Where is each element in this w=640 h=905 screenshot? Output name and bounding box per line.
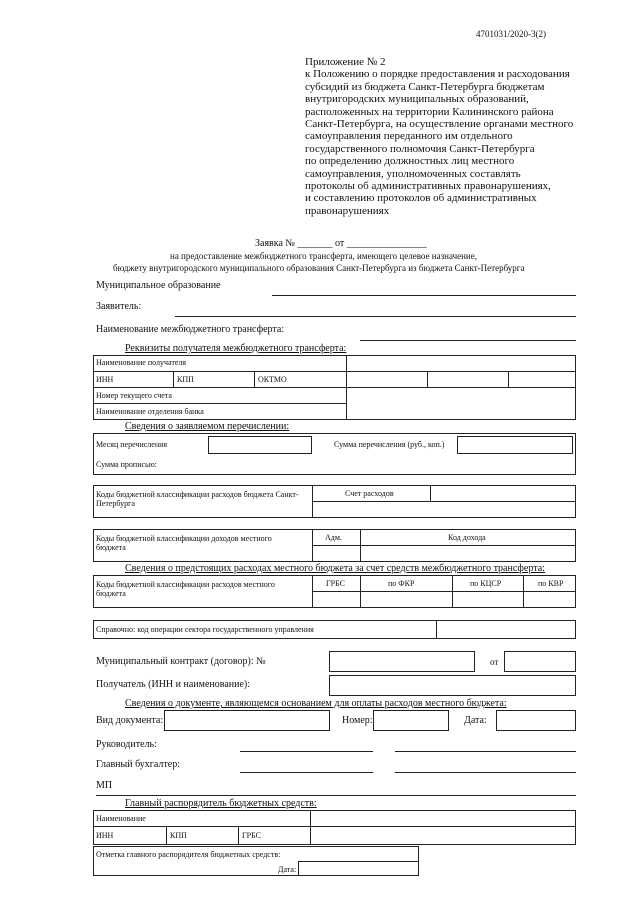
stamp-label: МП (96, 780, 113, 791)
recipient-bank-label: Наименование отделения банка (96, 407, 204, 416)
chief-date-field[interactable] (298, 861, 419, 876)
contract-label: Муниципальный контракт (договор): № (96, 656, 266, 667)
contract-date-field[interactable] (504, 651, 576, 672)
appendix-line: субсидий из бюджета Санкт-Петербурга бюджетам (305, 80, 545, 93)
accountant-name-line[interactable] (395, 772, 576, 773)
recipient-kpp-label: КПП (177, 375, 194, 384)
transfer-month-label: Месяц перечисления (96, 440, 168, 449)
contract-number-field[interactable] (329, 651, 475, 672)
chief-section-title: Главный распорядитель бюджетных средств: (125, 798, 317, 809)
recipient-oktmo-label: ОКТМО (258, 375, 287, 384)
doc-type-field[interactable] (164, 710, 330, 731)
doc-date-label: Дата: (464, 715, 487, 726)
chief-kpp-label: КПП (170, 831, 187, 840)
doc-number-field[interactable] (373, 710, 449, 731)
income-kbk-label: Коды бюджетной классификации доходов местного бюджета (96, 534, 272, 552)
recipient-account-label: Номер текущего счета (96, 391, 172, 400)
appendix-line: внутригородских муниципальных образований, (305, 93, 529, 106)
contract-from-label: от (490, 657, 499, 667)
municipality-line[interactable] (272, 295, 576, 296)
document-code: 4701031/2020-3(2) (476, 29, 546, 39)
request-subtitle-1: на предоставление межбюджетного трансферта, имеющего целевое назначение, (170, 251, 477, 261)
appendix-line: правонарушениях (305, 204, 390, 217)
appendix-line: Санкт-Петербурга, на осуществление органами местного (305, 118, 574, 131)
appendix-line: самоуправления переданного им отдельного (305, 130, 513, 143)
doc-date-field[interactable] (496, 710, 576, 731)
contract-recipient-label: Получатель (ИНН и наименование): (96, 679, 251, 690)
recipient-inn-label: ИНН (96, 375, 114, 384)
grbs-label: ГРБС (326, 579, 345, 588)
request-title: Заявка № _______ от ________________ (255, 238, 427, 249)
transfer-month-field[interactable] (208, 436, 312, 454)
fkr-label: по ФКР (388, 579, 415, 588)
transfer-sum-words-label: Сумма прописью: (96, 460, 157, 469)
appendix-line: и составлению протоколов об административных (305, 192, 537, 205)
income-code-label: Код дохода (448, 533, 486, 542)
head-label: Руководитель: (96, 739, 157, 750)
kosgu-label: Справочно: код операции сектора государственного управления (96, 625, 314, 634)
chief-name-label: Наименование (96, 814, 146, 823)
transfer-name-label: Наименование межбюджетного трансферта: (96, 324, 285, 335)
doc-number-label: Номер: (342, 715, 373, 726)
municipality-label: Муниципальное образование (96, 280, 221, 291)
applicant-label: Заявитель: (96, 301, 142, 312)
request-subtitle-2: бюджету внутригородского муниципального образования Санкт-Петербурга из бюджета Санкт-Петербурга (113, 263, 525, 273)
appendix-line: государственного полномочия Санкт-Петербурга (305, 142, 535, 155)
appendix-line: к Положению о порядке предоставления и расходования (305, 68, 570, 81)
transfer-section-title: Сведения о заявляемом перечислении: (125, 421, 290, 432)
expense-account-label: Счет расходов (345, 489, 394, 498)
appendix-line: расположенных на территории Калининского района (305, 105, 554, 118)
local-section-title: Сведения о предстоящих расходах местного бюджета за счет средств межбюджетного трансферта: (125, 563, 545, 574)
accountant-label: Главный бухгалтер: (96, 759, 181, 770)
doc-type-label: Вид документа: (96, 715, 164, 726)
appendix-line: по определению должностных лиц местного (305, 155, 515, 168)
appendix-title: Приложение № 2 (305, 56, 386, 68)
basis-section-title: Сведения о документе, являющемся основанием для оплаты расходов местного бюджета: (125, 698, 507, 709)
appendix-line: протоколы об административных правонарушениях, (305, 180, 551, 193)
appendix-block (305, 56, 605, 217)
head-signature-line[interactable] (240, 751, 373, 752)
appendix-line: самоуправления, уполномоченных составлять (305, 167, 521, 180)
transfer-name-line[interactable] (360, 340, 576, 341)
recipient-name-label: Наименование получателя (96, 358, 187, 367)
chief-inn-label: ИНН (96, 831, 114, 840)
recipient-section-title: Реквизиты получателя межбюджетного трансферта: (125, 343, 347, 354)
kvr-label: по КВР (538, 579, 564, 588)
head-name-line[interactable] (395, 751, 576, 752)
local-kbk-label: Коды бюджетной классификации расходов местного бюджета (96, 580, 275, 598)
contract-recipient-field[interactable] (329, 675, 576, 696)
chief-mark-label: Отметка главного распорядителя бюджетных средств: (96, 850, 281, 859)
accountant-signature-line[interactable] (240, 772, 373, 773)
transfer-sum-field[interactable] (457, 436, 573, 454)
expense-kbk-label: Коды бюджетной классификации расходов бюджета Санкт-Петербурга (96, 490, 299, 508)
kcsr-label: по КЦСР (470, 579, 502, 588)
transfer-sum-label: Сумма перечисления (руб., коп.) (334, 440, 445, 449)
chief-grbs-label: ГРБС (242, 831, 261, 840)
adm-label: Адм. (325, 533, 342, 542)
chief-date-label: Дата: (278, 865, 297, 874)
applicant-line[interactable] (175, 316, 576, 317)
